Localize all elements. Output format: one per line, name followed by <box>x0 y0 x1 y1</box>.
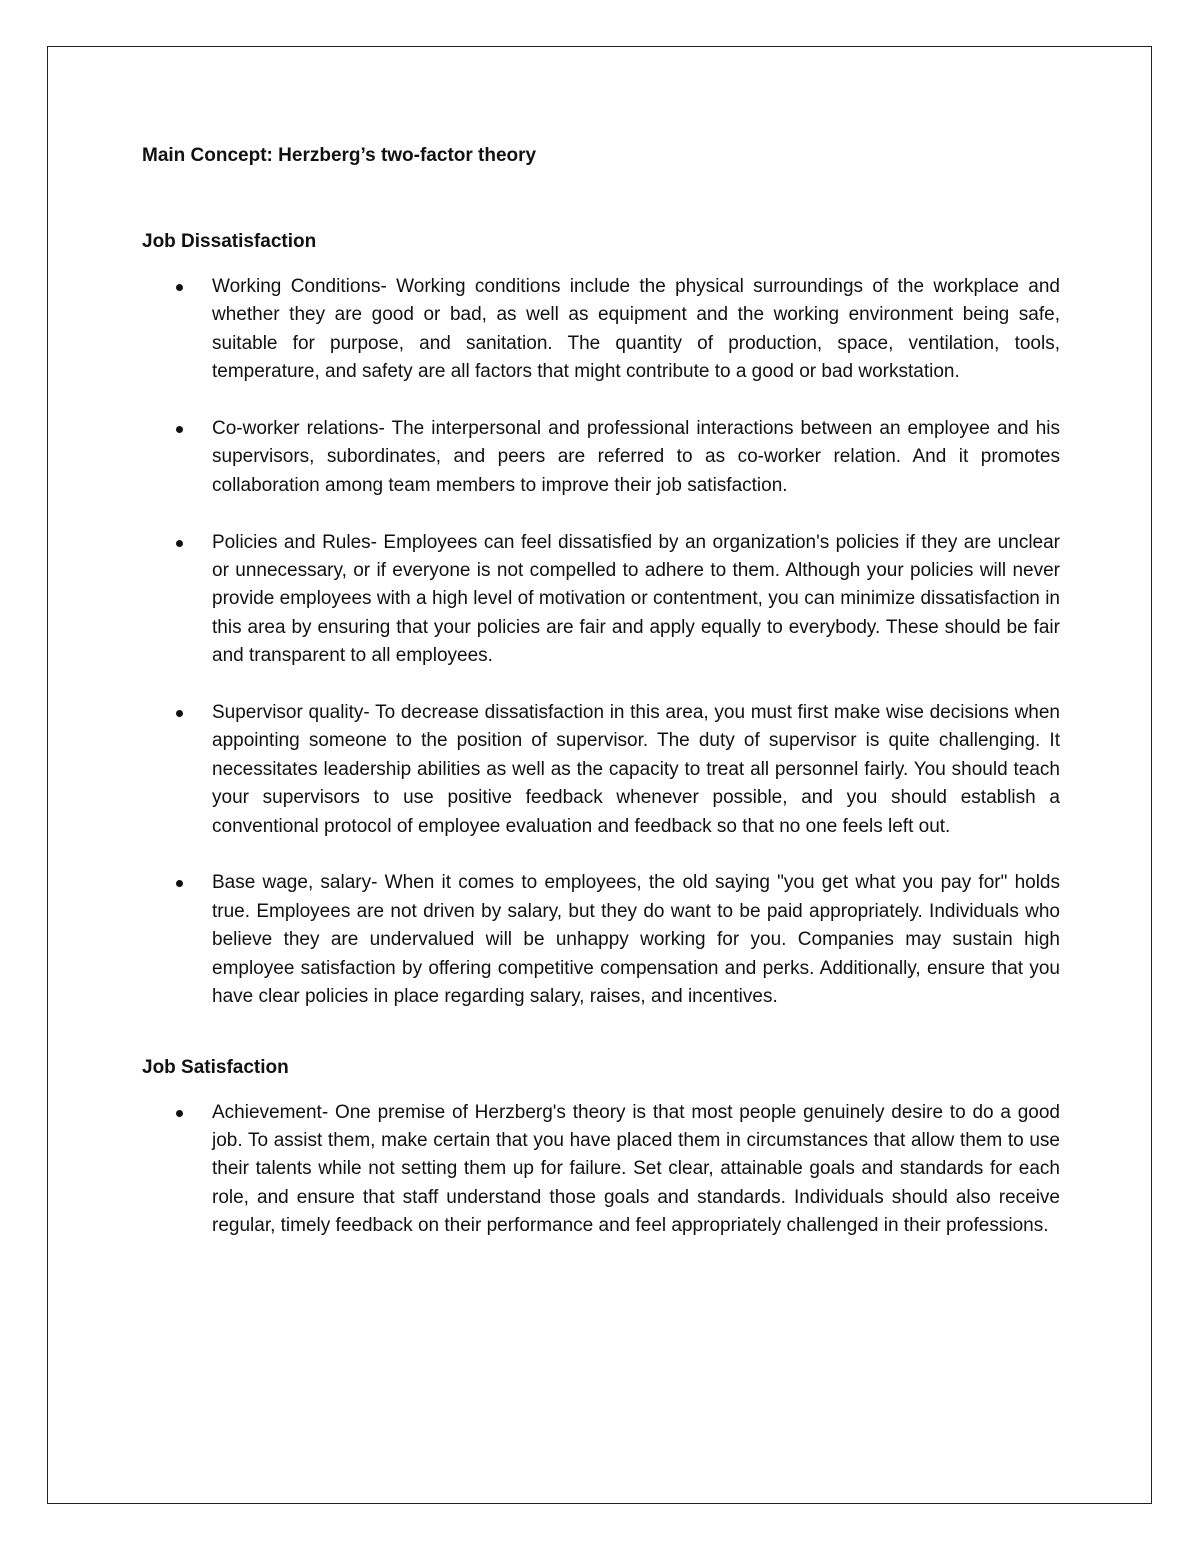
list-item-text: Supervisor quality- To decrease dissatisfaction in this area, you must first make wise decisions when appointing someone to the position of supervisor. The duty of supervisor is quite challenging. It necessitates leadership abilities as well as the capacity to treat all personnel fairly. You should teach your supervisors to use positive feedback whenever possible, and you should establish a conventional protocol of employee evaluation and feedback so that no one feels left out. <box>212 702 1060 837</box>
bullet-icon <box>176 880 183 887</box>
job-satisfaction-list <box>142 1099 1060 1241</box>
section-heading-job-dissatisfaction: Job Dissatisfaction <box>142 231 317 252</box>
list-item-base-wage-salary <box>142 869 1060 1011</box>
list-item-coworker-relations <box>142 415 1060 500</box>
bullet-icon <box>176 1110 183 1117</box>
list-item-text: Base wage, salary- When it comes to employees, the old saying "you get what you pay for" holds true. Employees are not driven by salary, but they do want to be paid appropriately. Individuals who believe they are undervalued will be unhappy working for you. Companies may sustain high employee satisfaction by offering competitive compensation and perks. Additionally, ensure that you have clear policies in place regarding salary, raises, and incentives. <box>212 872 1060 1008</box>
list-item-text: Achievement- One premise of Herzberg's theory is that most people genuinely desire to do a good job. To assist them, make certain that you have placed them in circumstances that allow them to use their talents while not setting them up for failure. Set clear, attainable goals and standards for each role, and ensure that staff understand those goals and standards. Individuals should also receive regular, timely feedback on their performance and feel appropriately challenged in their professions. <box>212 1101 1060 1237</box>
bullet-icon <box>176 426 183 433</box>
list-item-supervisor-quality <box>142 699 1060 841</box>
list-item-text: Co-worker relations- The interpersonal and professional interactions between an employee and his supervisors, subordinates, and peers are referred to as co-worker relation. And it promotes collaboration among team members to improve their job satisfaction. <box>212 418 1060 496</box>
list-item-policies-and-rules <box>142 529 1060 671</box>
document-body <box>142 142 1060 1241</box>
section-heading-job-satisfaction: Job Satisfaction <box>142 1056 289 1078</box>
bullet-icon <box>176 284 183 291</box>
job-dissatisfaction-list <box>142 273 1060 1012</box>
list-item-achievement <box>142 1099 1060 1241</box>
list-item-text: Policies and Rules- Employees can feel dissatisfied by an organization's policies if they are unclear or unnecessary, or if everyone is not compelled to adhere to them. Although your policies will never provide employees with a high level of motivation or contentment, you can minimize dissatisfaction in this area by ensuring that your policies are fair and apply equally to everybody. These should be fair and transparent to all employees. <box>212 531 1060 667</box>
list-item-working-conditions <box>142 273 1060 387</box>
bullet-icon <box>176 540 183 547</box>
bullet-icon <box>176 710 183 717</box>
main-title: Main Concept: Herzberg’s two-factor theory <box>142 145 537 166</box>
list-item-text: Working Conditions- Working conditions include the physical surroundings of the workplace and whether they are good or bad, as well as equipment and the working environment being safe, suitable for purpose, and sanitation. The quantity of production, space, ventilation, tools, temperature, and safety are all factors that might contribute to a good or bad workstation. <box>212 276 1060 383</box>
